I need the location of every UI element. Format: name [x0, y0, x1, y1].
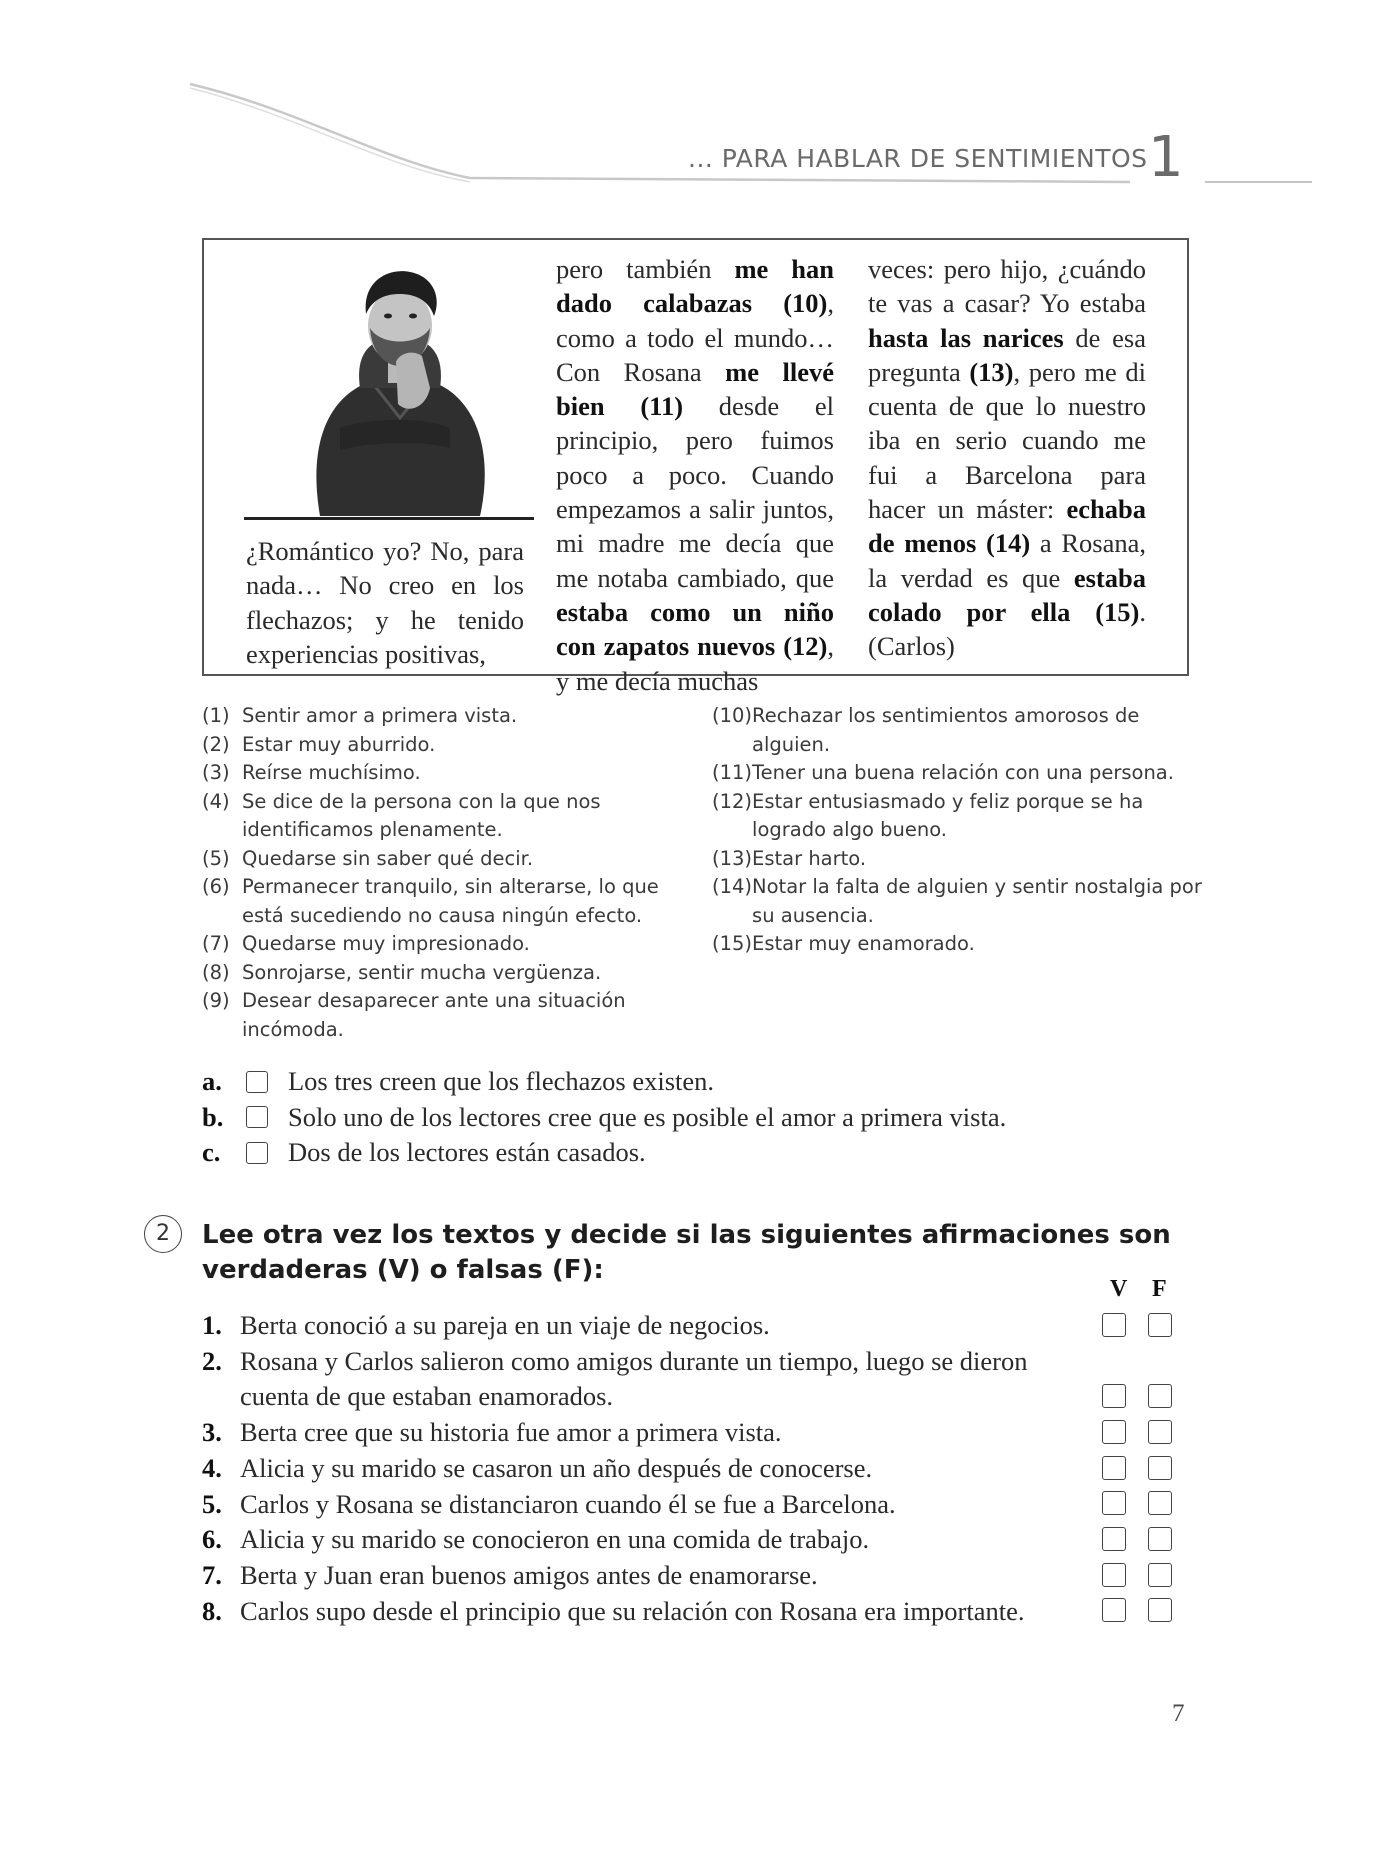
false-checkbox[interactable]: [1148, 1313, 1172, 1337]
statement-row: [202, 1344, 1202, 1415]
glossary-definition: Quedarse muy impresionado.: [242, 932, 530, 955]
glossary-definition: Desear desaparecer ante una situación incómoda.: [242, 989, 626, 1041]
statement-number: 3.: [202, 1417, 222, 1448]
glossary-definition: Estar entusiasmado y feliz porque se ha logrado algo bueno.: [752, 789, 1144, 841]
photo-underline: [244, 517, 534, 520]
glossary-number: (7): [202, 932, 230, 955]
text-run: pero también: [556, 254, 735, 284]
glossary-number: (9): [202, 989, 230, 1012]
glossary-number: (1): [202, 704, 230, 727]
glossary-entry: [202, 987, 672, 1044]
option-letter: b.: [202, 1101, 224, 1132]
glossary-entry: [202, 731, 672, 760]
true-checkbox[interactable]: [1102, 1527, 1126, 1551]
idiom-highlight: me llevé bien (11): [556, 356, 834, 422]
text-run: . (Carlos): [868, 596, 1146, 662]
man-thinking-photo-icon: [300, 258, 500, 518]
statement-number: 1.: [202, 1310, 222, 1340]
glossary-definition: Estar muy aburrido.: [242, 732, 436, 756]
statement-text: Rosana y Carlos salieron como amigos durante un tiempo, luego se dieron cuenta de que estaban enamorados.: [240, 1345, 1028, 1412]
glossary-number: (11): [712, 761, 753, 784]
false-checkbox[interactable]: [1148, 1456, 1172, 1480]
glossary-definition: Sentir amor a primera vista.: [242, 704, 518, 727]
glossary-entry: [202, 873, 672, 930]
reading-column-1: [246, 534, 524, 671]
glossary-right: [712, 702, 1202, 959]
statement-row: [202, 1522, 1202, 1558]
true-false-checkboxes: [1102, 1491, 1172, 1515]
option-checkbox[interactable]: [246, 1071, 268, 1093]
glossary-number: (3): [202, 761, 230, 784]
statement-row: [202, 1308, 1202, 1344]
statement-text: Berta cree que su historia fue amor a primera vista.: [240, 1417, 782, 1448]
exercise-1-options: [202, 1064, 1202, 1171]
option-text: Los tres creen que los flechazos existen.: [288, 1066, 715, 1096]
glossary-definition: Permanecer tranquilo, sin alterarse, lo que está sucediendo no causa ningún efecto.: [242, 875, 659, 927]
statement-row: [202, 1415, 1202, 1451]
true-checkbox[interactable]: [1102, 1563, 1126, 1587]
false-checkbox[interactable]: [1148, 1563, 1172, 1587]
idiom-highlight: (13): [969, 356, 1014, 387]
text-run: , como a todo el mundo… Con Rosana: [556, 288, 834, 387]
true-checkbox[interactable]: [1102, 1598, 1126, 1622]
false-checkbox[interactable]: [1148, 1598, 1172, 1622]
glossary-number: (10): [712, 704, 753, 727]
option-letter: a.: [202, 1066, 222, 1096]
true-false-statements: [202, 1308, 1202, 1629]
glossary-entry: [202, 788, 672, 845]
glossary-number: (12): [712, 789, 753, 813]
false-checkbox[interactable]: [1148, 1527, 1172, 1551]
true-column-header: V: [1110, 1276, 1128, 1302]
reading-column-2: [556, 252, 834, 698]
glossary-entry: [202, 702, 672, 731]
glossary-entry: [712, 930, 1202, 959]
glossary-number: (5): [202, 846, 230, 870]
glossary-definition: Notar la falta de alguien y sentir nostalgia por su ausencia.: [752, 875, 1202, 927]
true-false-checkboxes: [1102, 1598, 1172, 1622]
glossary-definition: Quedarse sin saber qué decir.: [242, 846, 534, 870]
text-run: veces: pero hijo, ¿cuándo te vas a casar? Yo estaba: [868, 254, 1146, 319]
false-checkbox[interactable]: [1148, 1491, 1172, 1515]
statement-text: Carlos supo desde el principio que su relación con Rosana era importante.: [240, 1595, 1025, 1626]
option-text: Dos de los lectores están casados.: [288, 1137, 646, 1167]
glossary-number: (14): [712, 875, 753, 898]
glossary-entry: [202, 759, 672, 788]
glossary-definition: Se dice de la persona con la que nos identificamos plenamente.: [242, 789, 601, 841]
true-false-checkboxes: [1102, 1563, 1172, 1587]
statement-number: 6.: [202, 1524, 222, 1555]
statement-number: 5.: [202, 1488, 222, 1519]
statement-number: 4.: [202, 1452, 222, 1483]
statement-row: [202, 1594, 1202, 1630]
statement-number: 2.: [202, 1345, 222, 1376]
glossary-number: (2): [202, 732, 230, 756]
idiom-highlight: estaba como un niño con zapatos nuevos (12): [556, 596, 834, 662]
glossary-number: (8): [202, 960, 230, 984]
idiom-highlight: hasta las narices: [868, 322, 1064, 353]
idiom-highlight: estaba colado por ella (15): [868, 562, 1146, 627]
true-false-checkboxes: [1102, 1384, 1172, 1408]
text-run: , y me decía muchas: [556, 631, 834, 696]
statement-text: Alicia y su marido se conocieron en una comida de trabajo.: [240, 1524, 870, 1555]
statement-text: Carlos y Rosana se distanciaron cuando él se fue a Barcelona.: [240, 1488, 896, 1519]
option-item: [202, 1064, 1202, 1100]
glossary-number: (4): [202, 789, 230, 813]
false-checkbox[interactable]: [1148, 1384, 1172, 1408]
reading-column-3: [868, 252, 1146, 664]
glossary-entry: [202, 845, 672, 874]
page-number: 7: [1172, 1700, 1185, 1727]
true-false-checkboxes: [1102, 1456, 1172, 1480]
glossary-number: (13): [712, 846, 753, 870]
true-checkbox[interactable]: [1102, 1384, 1126, 1408]
exercise-number-badge: 2: [144, 1215, 182, 1253]
glossary-entry: [712, 788, 1202, 845]
text-run: desde el principio, pero fuimos poco a poco. Cuando empezamos a salir juntos, mi madre me decía que me notaba cambiado, que: [556, 391, 834, 593]
glossary-definition: Estar muy enamorado.: [752, 932, 975, 955]
glossary-definition: Tener una buena relación con una persona.: [752, 761, 1174, 784]
option-letter: c.: [202, 1137, 221, 1167]
statement-text: Berta y Juan eran buenos amigos antes de enamorarse.: [240, 1559, 818, 1590]
glossary-definition: Reírse muchísimo.: [242, 761, 421, 784]
glossary-definition: Estar harto.: [752, 846, 867, 870]
glossary-number: (6): [202, 875, 230, 898]
option-checkbox[interactable]: [246, 1106, 268, 1128]
false-checkbox[interactable]: [1148, 1420, 1172, 1444]
glossary-number: (15): [712, 932, 753, 955]
option-item: [202, 1135, 1202, 1171]
idiom-highlight: echaba de menos (14): [868, 494, 1146, 559]
option-checkbox[interactable]: [246, 1142, 268, 1164]
statement-text: Alicia y su marido se casaron un año después de conocerse.: [240, 1452, 873, 1483]
glossary-entry: [202, 959, 672, 988]
true-checkbox[interactable]: [1102, 1456, 1126, 1480]
true-checkbox[interactable]: [1102, 1491, 1126, 1515]
unit-number: 1: [1148, 125, 1184, 190]
glossary-entry: [712, 845, 1202, 874]
statement-row: [202, 1558, 1202, 1594]
glossary-definition: Rechazar los sentimientos amorosos de alguien.: [752, 704, 1140, 756]
exercise-instruction: Lee otra vez los textos y decide si las siguientes afirmaciones son verdaderas (V) o falsas (F):: [202, 1220, 1171, 1285]
section-title: ... PARA HABLAR DE SENTIMIENTOS: [688, 144, 1148, 173]
true-checkbox[interactable]: [1102, 1420, 1126, 1444]
statement-number: 8.: [202, 1595, 222, 1626]
statement-row: [202, 1487, 1202, 1523]
text-run: , pero me di cuenta de que lo nuestro iba en serio cuando me fui a Barcelona para hacer un máster:: [868, 356, 1146, 525]
column-1-text: ¿Romántico yo? No, para nada… No creo en los flechazos; y he tenido experiencias positivas,: [246, 536, 524, 669]
glossary-entry: [712, 759, 1202, 788]
glossary-entry: [712, 702, 1202, 759]
false-column-header: F: [1152, 1276, 1167, 1302]
glossary-left: [202, 702, 672, 1044]
true-false-checkboxes: [1102, 1313, 1172, 1337]
statement-text: Berta conoció a su pareja en un viaje de negocios.: [240, 1310, 770, 1340]
statement-row: [202, 1451, 1202, 1487]
text-run: de esa pregunta: [868, 322, 1146, 387]
text-run: a Rosana, la verdad es que: [868, 528, 1146, 593]
idiom-highlight: me han dado calabazas (10): [556, 254, 834, 319]
statement-number: 7.: [202, 1559, 222, 1590]
glossary-entry: [202, 930, 672, 959]
true-checkbox[interactable]: [1102, 1313, 1126, 1337]
true-false-checkboxes: [1102, 1420, 1172, 1444]
glossary-entry: [712, 873, 1202, 930]
true-false-checkboxes: [1102, 1527, 1172, 1551]
glossary-definition: Sonrojarse, sentir mucha vergüenza.: [242, 960, 602, 984]
option-item: [202, 1100, 1202, 1136]
option-text: Solo uno de los lectores cree que es posible el amor a primera vista.: [288, 1101, 1007, 1132]
